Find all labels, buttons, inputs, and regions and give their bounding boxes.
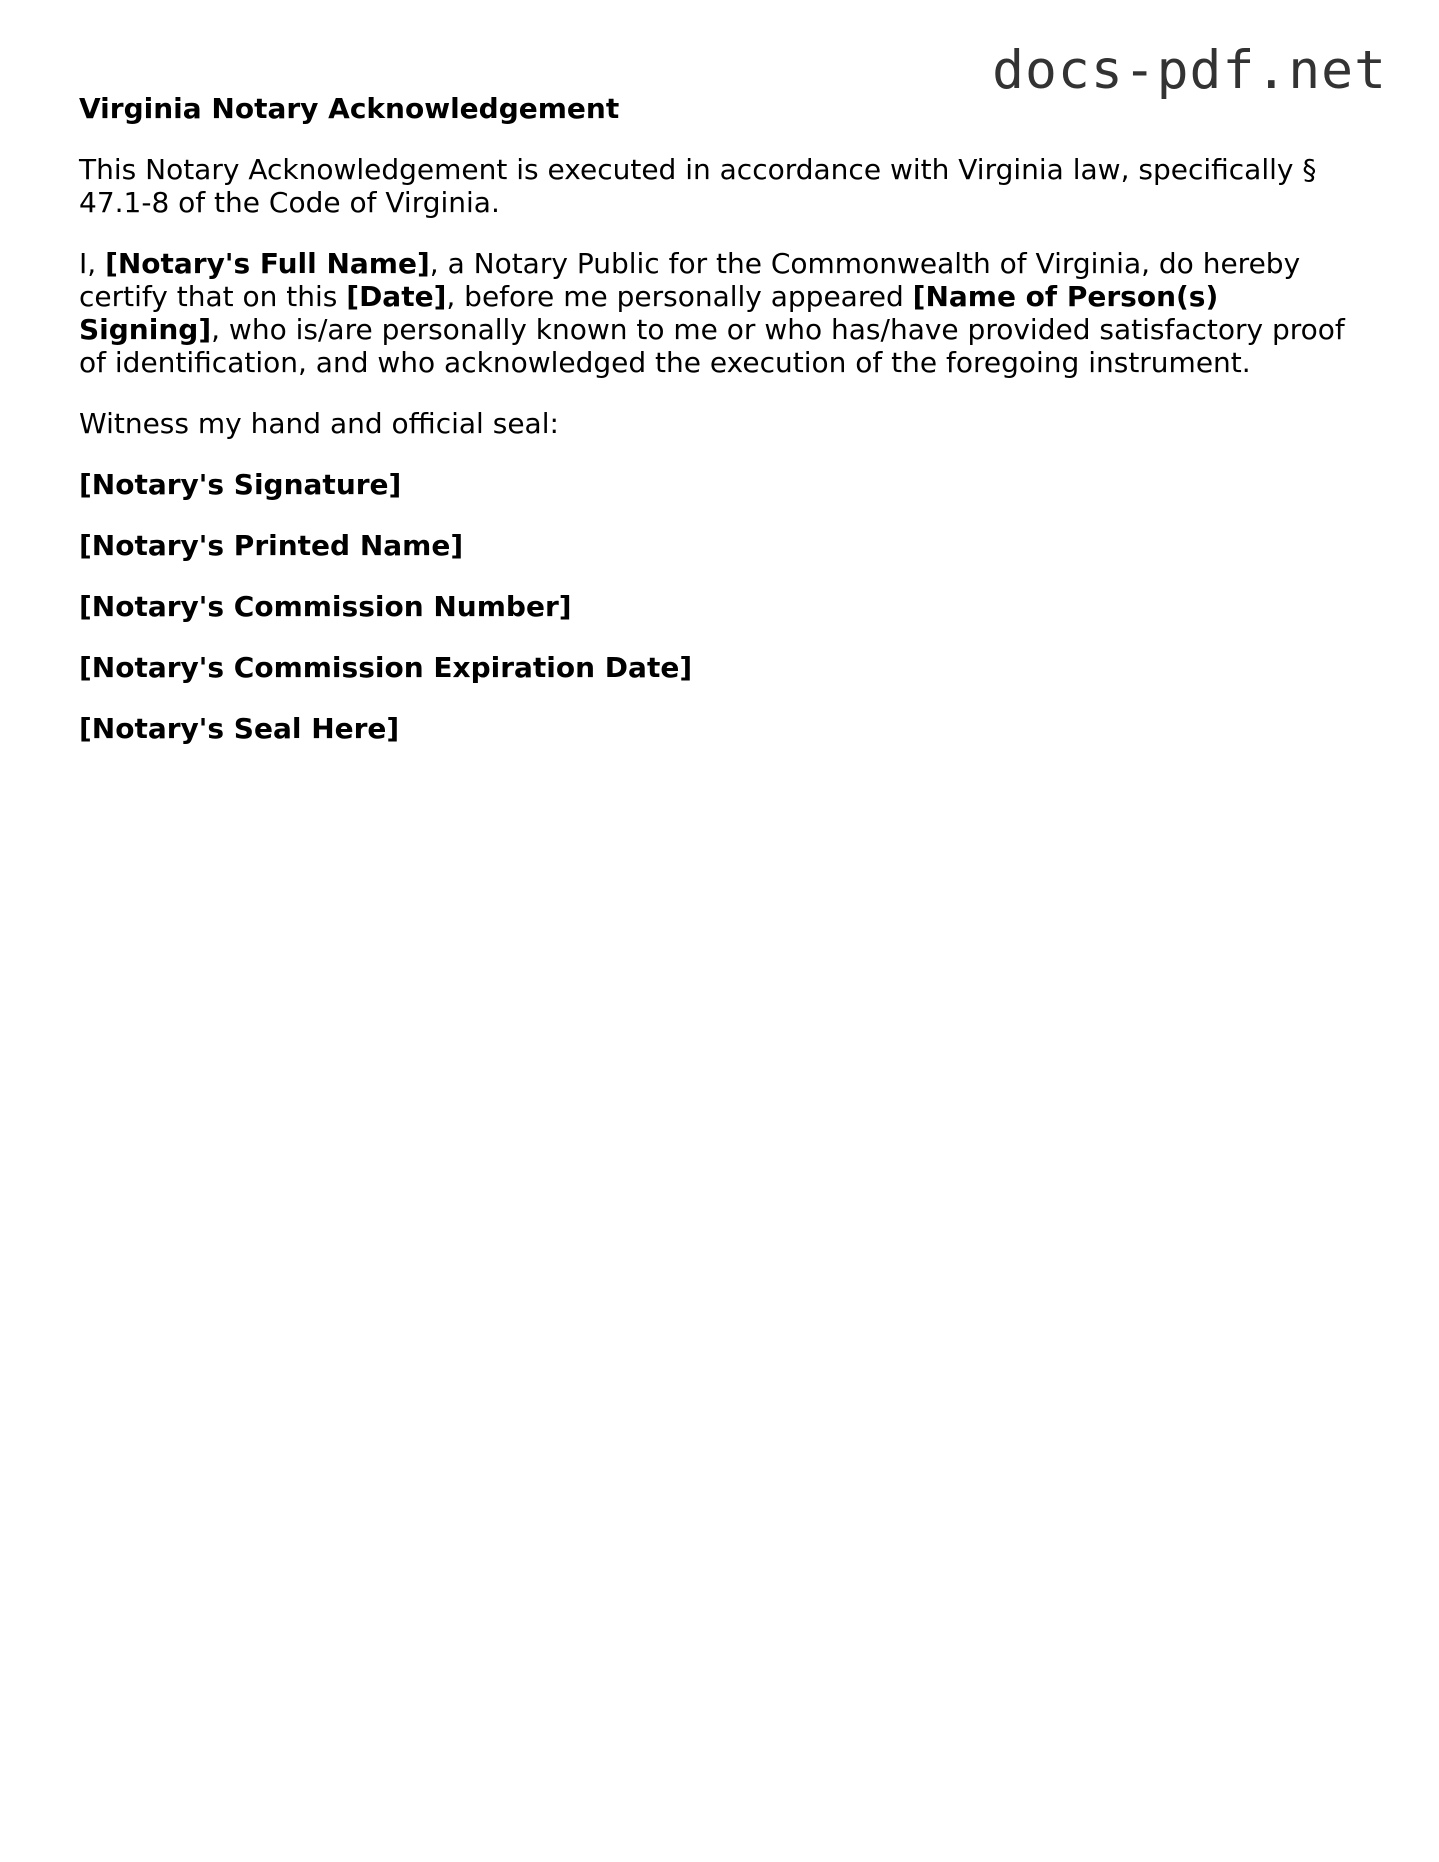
notary-commission-expiration-field: [Notary's Commission Expiration Date] — [79, 651, 693, 684]
watermark-text: docs-pdf.net — [992, 40, 1387, 101]
witness-line: Witness my hand and official seal: — [79, 407, 559, 440]
certification-text-2: , a Notary Public for the Commonwealth of Virginia, do hereby certify that on this — [79, 247, 1301, 313]
certification-text-4: , who is/are personally known to me or who has/have provided satisfactory proof of identification, and who acknowledged the execution of the foregoing instrument. — [79, 313, 1345, 379]
certification-paragraph — [79, 247, 1369, 379]
certification-text-3: , before me personally appeared — [446, 280, 913, 313]
notary-seal-field: [Notary's Seal Here] — [79, 712, 400, 745]
certification-text-1: I, — [79, 247, 106, 280]
notary-signature-field: [Notary's Signature] — [79, 468, 402, 501]
document-title: Virginia Notary Acknowledgement — [79, 92, 620, 125]
signer-name-placeholder: [Name of Person(s) Signing] — [79, 280, 1219, 346]
notary-printed-name-field: [Notary's Printed Name] — [79, 529, 464, 562]
document-body — [79, 92, 1369, 773]
intro-paragraph: This Notary Acknowledgement is executed in accordance with Virginia law, specifically § 47.1-8 of the Code of Virginia. — [79, 153, 1317, 219]
notary-full-name-placeholder: [Notary's Full Name] — [105, 247, 430, 280]
notary-commission-number-field: [Notary's Commission Number] — [79, 590, 572, 623]
date-placeholder: [Date] — [346, 280, 447, 313]
